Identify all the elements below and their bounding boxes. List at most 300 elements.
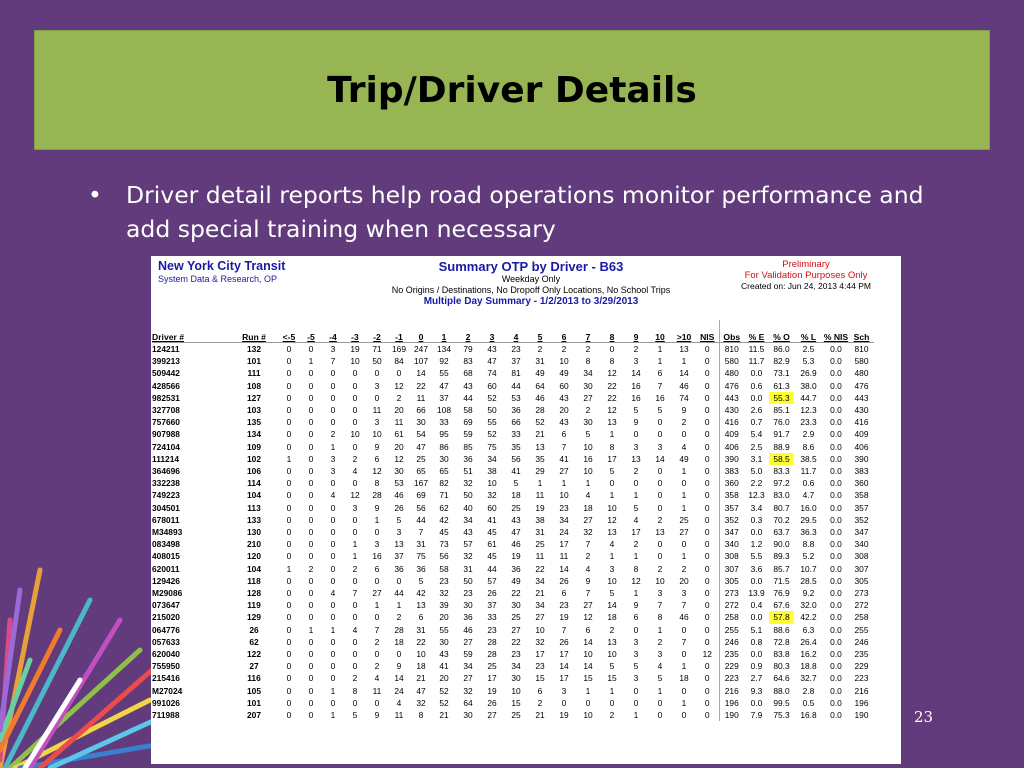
table-cell: 340 (854, 539, 869, 550)
column-header: -5 (300, 320, 322, 343)
table-cell: 7 (561, 624, 567, 635)
table-cell: 16.8 (800, 710, 817, 721)
table-cell: 0.6 (750, 380, 763, 391)
table-cell: 34 (535, 575, 545, 586)
table-cell: 4 (330, 490, 336, 501)
table-cell: 50 (463, 490, 473, 501)
table-cell: 5.1 (750, 624, 763, 635)
column-header: <-5 (278, 320, 300, 343)
table-cell: 12 (702, 649, 712, 660)
run-number-cell: 132 (247, 344, 261, 354)
table-cell: 1 (633, 551, 639, 562)
table-cell: 41 (487, 514, 497, 525)
table-cell: 30 (511, 673, 521, 684)
table-cell: 9 (681, 405, 687, 416)
table-cell: 1 (681, 356, 687, 367)
table-cell: 3 (657, 649, 663, 660)
table-cell: 3 (633, 636, 639, 647)
table-cell: 29 (535, 466, 545, 477)
table-cell: 31 (535, 356, 545, 367)
title-banner (34, 30, 990, 150)
table-row (152, 502, 874, 514)
table-cell: 0 (286, 392, 292, 403)
table-cell: 72.8 (773, 636, 790, 647)
run-number-cell: 133 (247, 514, 261, 525)
table-cell: 90.0 (773, 539, 790, 550)
table-cell: 22 (607, 380, 617, 391)
driver-number-cell: 304501 (152, 502, 180, 513)
table-cell: 47 (439, 380, 449, 391)
table-cell: 0.0 (750, 527, 763, 538)
table-cell: 340 (719, 538, 744, 550)
table-cell: 2 (374, 661, 380, 672)
table-cell: 1 (681, 490, 687, 501)
table-cell: 46 (679, 380, 689, 391)
table-cell: 64 (463, 697, 473, 708)
table-cell: 42 (416, 588, 426, 599)
column-header: % L (794, 320, 823, 343)
table-cell: 16.0 (800, 502, 817, 513)
table-cell: 13 (679, 344, 689, 354)
driver-number-cell: 124211 (152, 344, 180, 354)
table-row (152, 611, 874, 623)
table-cell: 0 (330, 392, 336, 403)
table-cell: 9.2 (802, 588, 815, 599)
table-cell: 307 (854, 563, 869, 574)
table-cell: 0 (330, 539, 336, 550)
table-cell: 0.0 (830, 368, 842, 379)
table-cell: 0 (352, 575, 358, 586)
run-number-cell: 130 (247, 527, 261, 538)
run-number-cell: 101 (247, 356, 261, 367)
table-cell: 30 (583, 417, 593, 428)
driver-table (152, 320, 874, 721)
table-cell: 0.0 (830, 649, 842, 660)
table-cell: 91.7 (773, 429, 790, 440)
table-row (152, 660, 874, 672)
table-cell: 3 (633, 649, 639, 660)
report-header-center (331, 259, 731, 307)
table-cell: 5 (633, 405, 639, 416)
table-cell: 8 (374, 478, 380, 489)
table-cell: 10 (583, 441, 593, 452)
table-cell: 810 (719, 343, 744, 356)
table-cell: 1 (681, 697, 687, 708)
table-cell: 22 (607, 392, 617, 403)
table-cell: 8 (585, 356, 591, 367)
table-cell: 4 (633, 514, 639, 525)
table-cell: 18.8 (800, 661, 817, 672)
table-cell: 24 (394, 685, 404, 696)
table-cell: 0 (704, 588, 710, 599)
table-cell: 12 (394, 380, 404, 391)
table-cell: 32 (463, 478, 473, 489)
table-cell: 0.0 (830, 673, 842, 684)
column-header: -3 (344, 320, 366, 343)
table-cell: 43 (559, 417, 569, 428)
table-cell: 0 (352, 649, 358, 660)
driver-number-cell: 399213 (152, 356, 180, 367)
run-number-cell: 102 (247, 453, 261, 464)
table-cell: 273 (719, 587, 744, 599)
table-cell: 0.0 (830, 636, 842, 647)
table-cell: 0 (286, 527, 292, 538)
run-number-cell: 104 (247, 563, 261, 574)
table-cell: 430 (719, 404, 744, 416)
table-cell: 33 (487, 612, 497, 623)
table-cell: 0 (286, 649, 292, 660)
table-cell: 64.6 (773, 673, 790, 684)
table-cell: 46 (394, 490, 404, 501)
table-cell: 1 (330, 441, 336, 452)
table-cell: 37 (394, 551, 404, 562)
table-cell: 15 (511, 697, 521, 708)
table-cell: 0.0 (830, 380, 842, 391)
table-cell: 0.0 (830, 392, 842, 403)
table-cell: 0.7 (750, 417, 763, 428)
table-cell: 0.5 (802, 697, 815, 708)
run-number-cell: 116 (247, 673, 261, 684)
table-cell: 0 (286, 368, 292, 379)
report-status-preliminary: Preliminary (782, 259, 830, 270)
table-cell: 1 (633, 490, 639, 501)
table-cell: 43 (463, 527, 473, 538)
driver-number-cell: 083498 (152, 539, 180, 550)
table-cell: 3 (352, 502, 358, 513)
table-cell: 416 (719, 416, 744, 428)
table-cell: 0 (657, 417, 663, 428)
table-cell: 0 (286, 551, 292, 562)
table-cell: 57 (463, 539, 473, 550)
run-number-cell: 120 (247, 551, 261, 562)
table-cell: 0 (704, 710, 710, 721)
table-cell: 1 (609, 685, 615, 696)
table-cell: 0 (286, 710, 292, 721)
table-cell: 14 (607, 600, 617, 611)
table-cell: 0 (286, 514, 292, 525)
table-cell: 44 (394, 588, 404, 599)
table-cell: 4 (330, 588, 336, 599)
table-cell: 5 (633, 502, 639, 513)
table-cell: 75.3 (773, 710, 790, 721)
table-cell: 0 (286, 502, 292, 513)
table-cell: 26 (559, 575, 569, 586)
table-cell: 0 (308, 405, 314, 416)
table-cell: 10 (416, 649, 426, 660)
table-cell: 235 (719, 648, 744, 660)
table-cell: 59 (463, 429, 473, 440)
table-cell: 476 (854, 380, 869, 391)
run-number-cell: 62 (249, 636, 259, 647)
table-cell: 37 (487, 600, 497, 611)
table-cell: 0 (308, 368, 314, 379)
run-number-cell: 106 (247, 466, 261, 477)
table-cell: 19 (511, 551, 521, 562)
table-cell: 1 (585, 478, 591, 489)
table-cell: 0 (609, 478, 615, 489)
table-cell: 2 (585, 344, 591, 354)
table-cell: 360 (854, 478, 869, 489)
table-cell: 30 (439, 636, 449, 647)
table-cell: 0 (308, 441, 314, 452)
table-cell: 0 (704, 453, 710, 464)
table-cell: 30 (416, 417, 426, 428)
table-cell: 5.5 (750, 551, 763, 562)
table-cell: 25 (511, 612, 521, 623)
table-cell: 30 (463, 600, 473, 611)
slide-number: 23 (914, 708, 934, 726)
bullet-dot-icon: • (88, 181, 102, 209)
table-cell: 0.0 (830, 417, 842, 428)
table-cell: 0 (308, 685, 314, 696)
table-cell: 7 (681, 600, 687, 611)
table-cell: 14 (631, 368, 641, 379)
table-cell: 10 (511, 685, 521, 696)
report-date-range: Multiple Day Summary - 1/2/2013 to 3/29/2013 (423, 296, 639, 307)
table-cell: 0 (352, 636, 358, 647)
table-cell: 56 (439, 551, 449, 562)
run-number-cell: 210 (247, 539, 261, 550)
table-row (152, 587, 874, 599)
table-cell: 0 (374, 612, 380, 623)
table-cell: 29.5 (800, 514, 817, 525)
table-cell: 3 (633, 356, 639, 367)
table-cell: 134 (437, 344, 451, 354)
table-cell: 52 (439, 685, 449, 696)
table-cell: 0 (286, 441, 292, 452)
table-cell: 7 (561, 441, 567, 452)
table-cell: 27 (463, 636, 473, 647)
table-cell: 0.0 (750, 575, 763, 586)
table-cell: 6 (657, 368, 663, 379)
table-cell: 0 (330, 417, 336, 428)
table-cell: 0 (681, 539, 687, 550)
driver-number-cell: M29086 (152, 588, 183, 599)
table-cell: 0 (633, 429, 639, 440)
table-cell: 11 (535, 490, 545, 501)
table-cell: 0 (704, 405, 710, 416)
driver-number-cell: 364696 (152, 466, 180, 477)
table-cell: 95 (439, 429, 449, 440)
table-cell: 55 (439, 368, 449, 379)
table-cell: 0 (308, 344, 314, 354)
table-cell: 2.7 (750, 673, 763, 684)
table-cell: 0 (704, 624, 710, 635)
table-cell: 0 (561, 697, 567, 708)
driver-number-cell: 749223 (152, 490, 180, 501)
table-cell: 0 (704, 551, 710, 562)
table-cell: 3 (330, 466, 336, 477)
driver-number-cell: 724104 (152, 441, 180, 452)
table-cell: 80.3 (773, 661, 790, 672)
table-cell: 6 (633, 612, 639, 623)
table-cell: 3 (330, 344, 336, 354)
table-cell: 8.6 (802, 441, 815, 452)
table-cell: 11 (394, 710, 404, 721)
table-cell: 47 (416, 685, 426, 696)
table-cell: 17 (607, 453, 617, 464)
bullet-text: Driver detail reports help road operations monitor performance and add special training when necessary (126, 181, 924, 243)
table-row (152, 343, 874, 356)
table-cell: 0 (308, 478, 314, 489)
table-cell: 17 (559, 673, 569, 684)
table-cell: 79 (463, 344, 473, 354)
table-cell: 0 (352, 380, 358, 391)
table-cell: 0 (330, 551, 336, 562)
table-cell: 8 (657, 612, 663, 623)
table-cell: 0 (286, 405, 292, 416)
table-cell: 190 (719, 709, 744, 721)
table-cell: 0 (704, 685, 710, 696)
table-cell: 56 (511, 453, 521, 464)
slide-title: Trip/Driver Details (327, 69, 697, 111)
table-cell: 0 (352, 405, 358, 416)
table-cell: 3.1 (750, 453, 763, 464)
table-cell: 58 (439, 563, 449, 574)
table-cell: 41 (511, 466, 521, 477)
column-header: % O (769, 320, 794, 343)
table-cell: 61 (487, 539, 497, 550)
table-cell: 8 (418, 710, 424, 721)
table-cell: 9 (396, 661, 402, 672)
table-cell: 38.5 (800, 453, 817, 464)
table-cell: 27 (679, 527, 689, 538)
table-cell: 15 (583, 673, 593, 684)
table-cell: 0 (352, 368, 358, 379)
table-cell: 0 (286, 575, 292, 586)
table-cell: 0 (374, 575, 380, 586)
table-cell: 0 (286, 344, 292, 354)
table-cell: 0 (286, 661, 292, 672)
table-cell: 0 (308, 417, 314, 428)
table-cell: 83 (463, 356, 473, 367)
table-cell: 34 (487, 453, 497, 464)
table-cell: 27 (559, 466, 569, 477)
table-cell: 3 (374, 417, 380, 428)
table-cell: 0 (308, 600, 314, 611)
table-cell: 21 (439, 710, 449, 721)
driver-number-cell: 073647 (152, 600, 180, 611)
table-cell: 38 (535, 514, 545, 525)
table-cell: 308 (719, 550, 744, 562)
table-cell: 7 (657, 380, 663, 391)
table-cell: 1 (537, 478, 543, 489)
column-header: Driver # (152, 320, 230, 343)
table-cell: 55 (487, 417, 497, 428)
table-cell: 23 (511, 344, 521, 354)
table-cell: 3 (609, 563, 615, 574)
run-number-cell: 103 (247, 405, 261, 416)
table-cell: 0 (308, 380, 314, 391)
table-cell: 1 (286, 563, 292, 574)
table-cell: 0 (704, 344, 710, 354)
driver-number-cell: 907988 (152, 429, 180, 440)
table-cell: 31 (416, 624, 426, 635)
table-cell: 5.3 (802, 356, 815, 367)
table-cell: 36 (511, 405, 521, 416)
table-cell: 0.0 (750, 612, 763, 623)
table-cell: 272 (854, 600, 869, 611)
table-row (152, 514, 874, 526)
table-cell: 8 (609, 441, 615, 452)
table-cell: 76.0 (773, 417, 790, 428)
table-cell: 26 (487, 588, 497, 599)
table-cell: 3.6 (750, 563, 763, 574)
table-cell: 0 (286, 612, 292, 623)
table-cell: 4 (352, 624, 358, 635)
table-cell: 27 (372, 588, 382, 599)
table-cell: 10 (350, 429, 360, 440)
table-cell: 2 (657, 514, 663, 525)
table-cell: 35 (511, 441, 521, 452)
table-cell: 0 (330, 502, 336, 513)
table-cell: 1 (681, 466, 687, 477)
driver-number-cell: 064776 (152, 624, 180, 635)
column-header: >10 (672, 320, 696, 343)
table-cell: 2 (374, 636, 380, 647)
table-cell: 0 (657, 466, 663, 477)
table-cell: 64 (535, 380, 545, 391)
table-cell: 73.1 (773, 368, 790, 379)
table-cell: 14 (583, 661, 593, 672)
table-cell: 0 (308, 392, 314, 403)
column-header: -1 (388, 320, 410, 343)
table-cell: 43 (439, 649, 449, 660)
table-cell: 18 (583, 502, 593, 513)
table-cell: 19 (559, 612, 569, 623)
table-cell: 0.0 (830, 575, 842, 586)
report-org: New York City Transit (158, 259, 286, 273)
table-cell: 12 (394, 453, 404, 464)
table-cell: 28 (372, 490, 382, 501)
table-cell: 5 (633, 661, 639, 672)
table-cell: 0 (308, 551, 314, 562)
table-cell: 49 (535, 368, 545, 379)
table-cell: 8 (609, 356, 615, 367)
report-status-validation: For Validation Purposes Only (744, 270, 868, 281)
table-header-row (152, 320, 874, 343)
table-cell: 46 (679, 612, 689, 623)
table-cell: 1 (657, 344, 663, 354)
table-cell: 25 (535, 539, 545, 550)
table-cell: 5.2 (802, 551, 815, 562)
table-cell: 23 (487, 624, 497, 635)
table-cell: 406 (719, 441, 744, 453)
table-cell: 2.9 (802, 429, 815, 440)
table-cell: 5 (609, 466, 615, 477)
table-cell: 0 (374, 392, 380, 403)
table-cell: 69 (416, 490, 426, 501)
table-cell: 32 (439, 588, 449, 599)
driver-number-cell: 332238 (152, 478, 180, 489)
table-cell: 59 (463, 649, 473, 660)
table-cell: 0 (286, 636, 292, 647)
table-cell: 0 (308, 649, 314, 660)
table-cell: 390 (854, 453, 869, 464)
driver-number-cell: 057633 (152, 636, 180, 647)
table-cell: 58.5 (769, 453, 794, 465)
table-cell: 0 (657, 710, 663, 721)
otp-report (151, 256, 901, 764)
table-cell: 25 (511, 710, 521, 721)
table-cell: 443 (854, 392, 869, 403)
table-cell: 0 (286, 539, 292, 550)
table-cell: 65 (416, 466, 426, 477)
table-cell: 2 (396, 612, 402, 623)
table-cell: 810 (854, 344, 869, 354)
table-cell: 0 (396, 368, 402, 379)
table-cell: 14 (655, 453, 665, 464)
